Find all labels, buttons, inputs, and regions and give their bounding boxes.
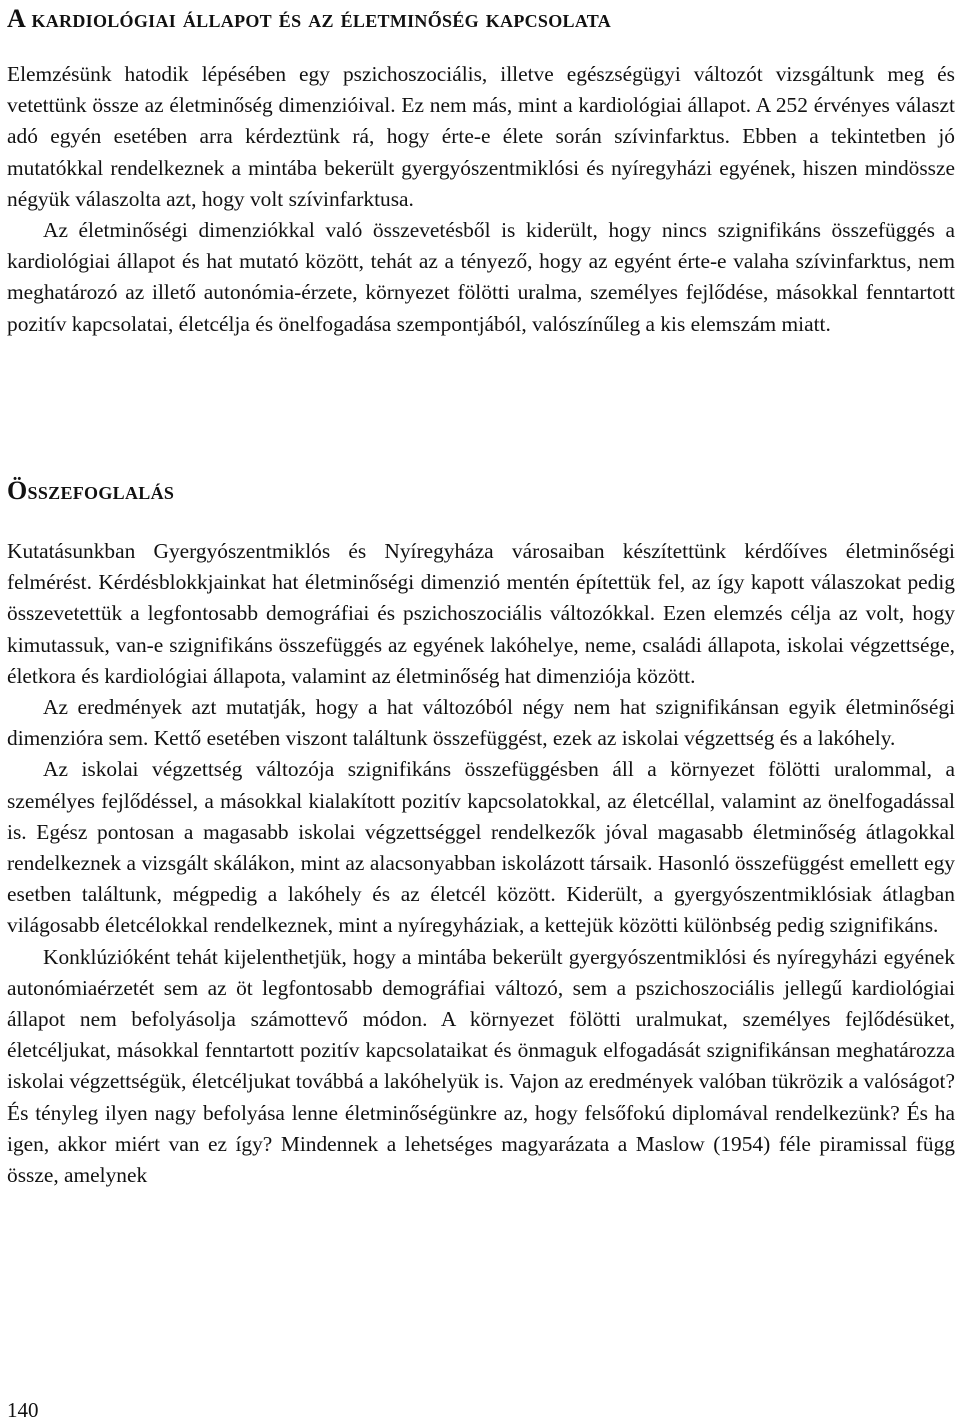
page-number: 140 [7, 1398, 39, 1422]
paragraph: Elemzésünk hatodik lépésében egy pszichoszociális, illetve egészségügyi változót vizsgáltunk meg és vetettünk össze az életminőség dimenzióival. Ez nem más, mint a kardiológiai állapot. A 252 érvényes választ adó egyén esetében arra kérdeztünk rá, hogy érte-e élete során szívinfarktus. Ebben a tekintetben jó mutatókkal rendelkeznek a mintába bekerült gyergyószentmiklósi és nyíregyházi egyének, hiszen mindössze négyük válaszolta azt, hogy volt szívinfarktusa. [7, 62, 955, 211]
paragraph: Az eredmények azt mutatják, hogy a hat változóból négy nem hat szignifikánsan egyik életminőségi dimenzióra sem. Kettő esetében viszont találtunk összefüggést, ezek az iskolai végzettség és a lakóhely. [7, 695, 955, 751]
paragraph: Konklúzióként tehát kijelenthetjük, hogy a mintába bekerült gyergyószentmiklósi és nyíregyházi egyének autonómiaérzetét sem az öt legfontosabb demográfiai változó, sem a pszichoszociális jellegű kardiológiai állapot nem befolyásolja számottevő módon. A környezet fölötti uralmukat, személyes fejlődésüket, életcéljukat, másokkal fenntartott pozitív kapcsolataikat és önmaguk elfogadását szignifikánsan meghatározza iskolai végzettségük, életcéljukat továbbá a lakóhelyük is. Vajon az eredmények valóban tükrözik a valóságot? És tényleg ilyen nagy befolyása lenne életminőségünkre az, hogy felsőfokú diplomával rendelkezünk? És ha igen, akkor miért van ez így? Mindennek a lehetséges magyarázata a Maslow (1954) féle piramissal függ össze, amelynek [7, 944, 955, 1188]
document-page [7, 0, 955, 1425]
section-title-summary: Összefoglalás [7, 476, 175, 505]
paragraph: Az életminőségi dimenziókkal való összevetésből is kiderült, hogy nincs szignifikáns összefüggés a kardiológiai állapot és hat mutató között, tehát az a tényező, hogy az egyént érte-e valaha szívinfarktus, nem meghatározó az illető autonómia-érzete, környezet fölötti uralma, személyes fejlődése, másokkal fenntartott pozitív kapcsolatai, életcélja és önelfogadása szempontjából, valószínűleg a kis elemszám miatt. [7, 218, 955, 336]
section-body-cardiology [7, 59, 955, 340]
section-title-cardiology: A kardiológiai állapot és az életminőség kapcsolata [7, 4, 612, 33]
paragraph: Az iskolai végzettség változója szignifikáns összefüggésben áll a környezet fölötti uralommal, a személyes fejlődéssel, a másokkal kialakított pozitív kapcsolatokkal, az életcéllal, valamint az önelfogadással is. Egész pontosan a magasabb iskolai végzettséggel rendelkezők jóval magasabb életminőség átlagokkal rendelkeznek a vizsgált skálákon, mint az alacsonyabban iskolázott társaik. Hasonló összefüggést emellett egy esetben találtunk, mégpedig a lakóhely és az életcél között. Kiderült, a gyergyószentmiklósiak átlagban világosabb életcélokkal rendelkeznek, mint a nyíregyháziak, a kettejük közötti különbség pedig szignifikáns. [7, 757, 955, 938]
section-body-summary [7, 536, 955, 1191]
paragraph: Kutatásunkban Gyergyószentmiklós és Nyíregyháza városaiban készítettünk kérdőíves életminőségi felmérést. Kérdésblokkjainkat hat életminőségi dimenzió mentén építettük fel, az így kapott válaszokat pedig összevetettük a legfontosabb demográfiai és pszichoszociális változókkal. Ezen elemzés célja az volt, hogy kimutassuk, van-e szignifikáns összefüggés az egyének lakóhelye, neme, családi állapota, iskolai végzettsége, életkora és kardiológiai állapota, valamint az életminőség hat dimenziója között. [7, 539, 955, 688]
